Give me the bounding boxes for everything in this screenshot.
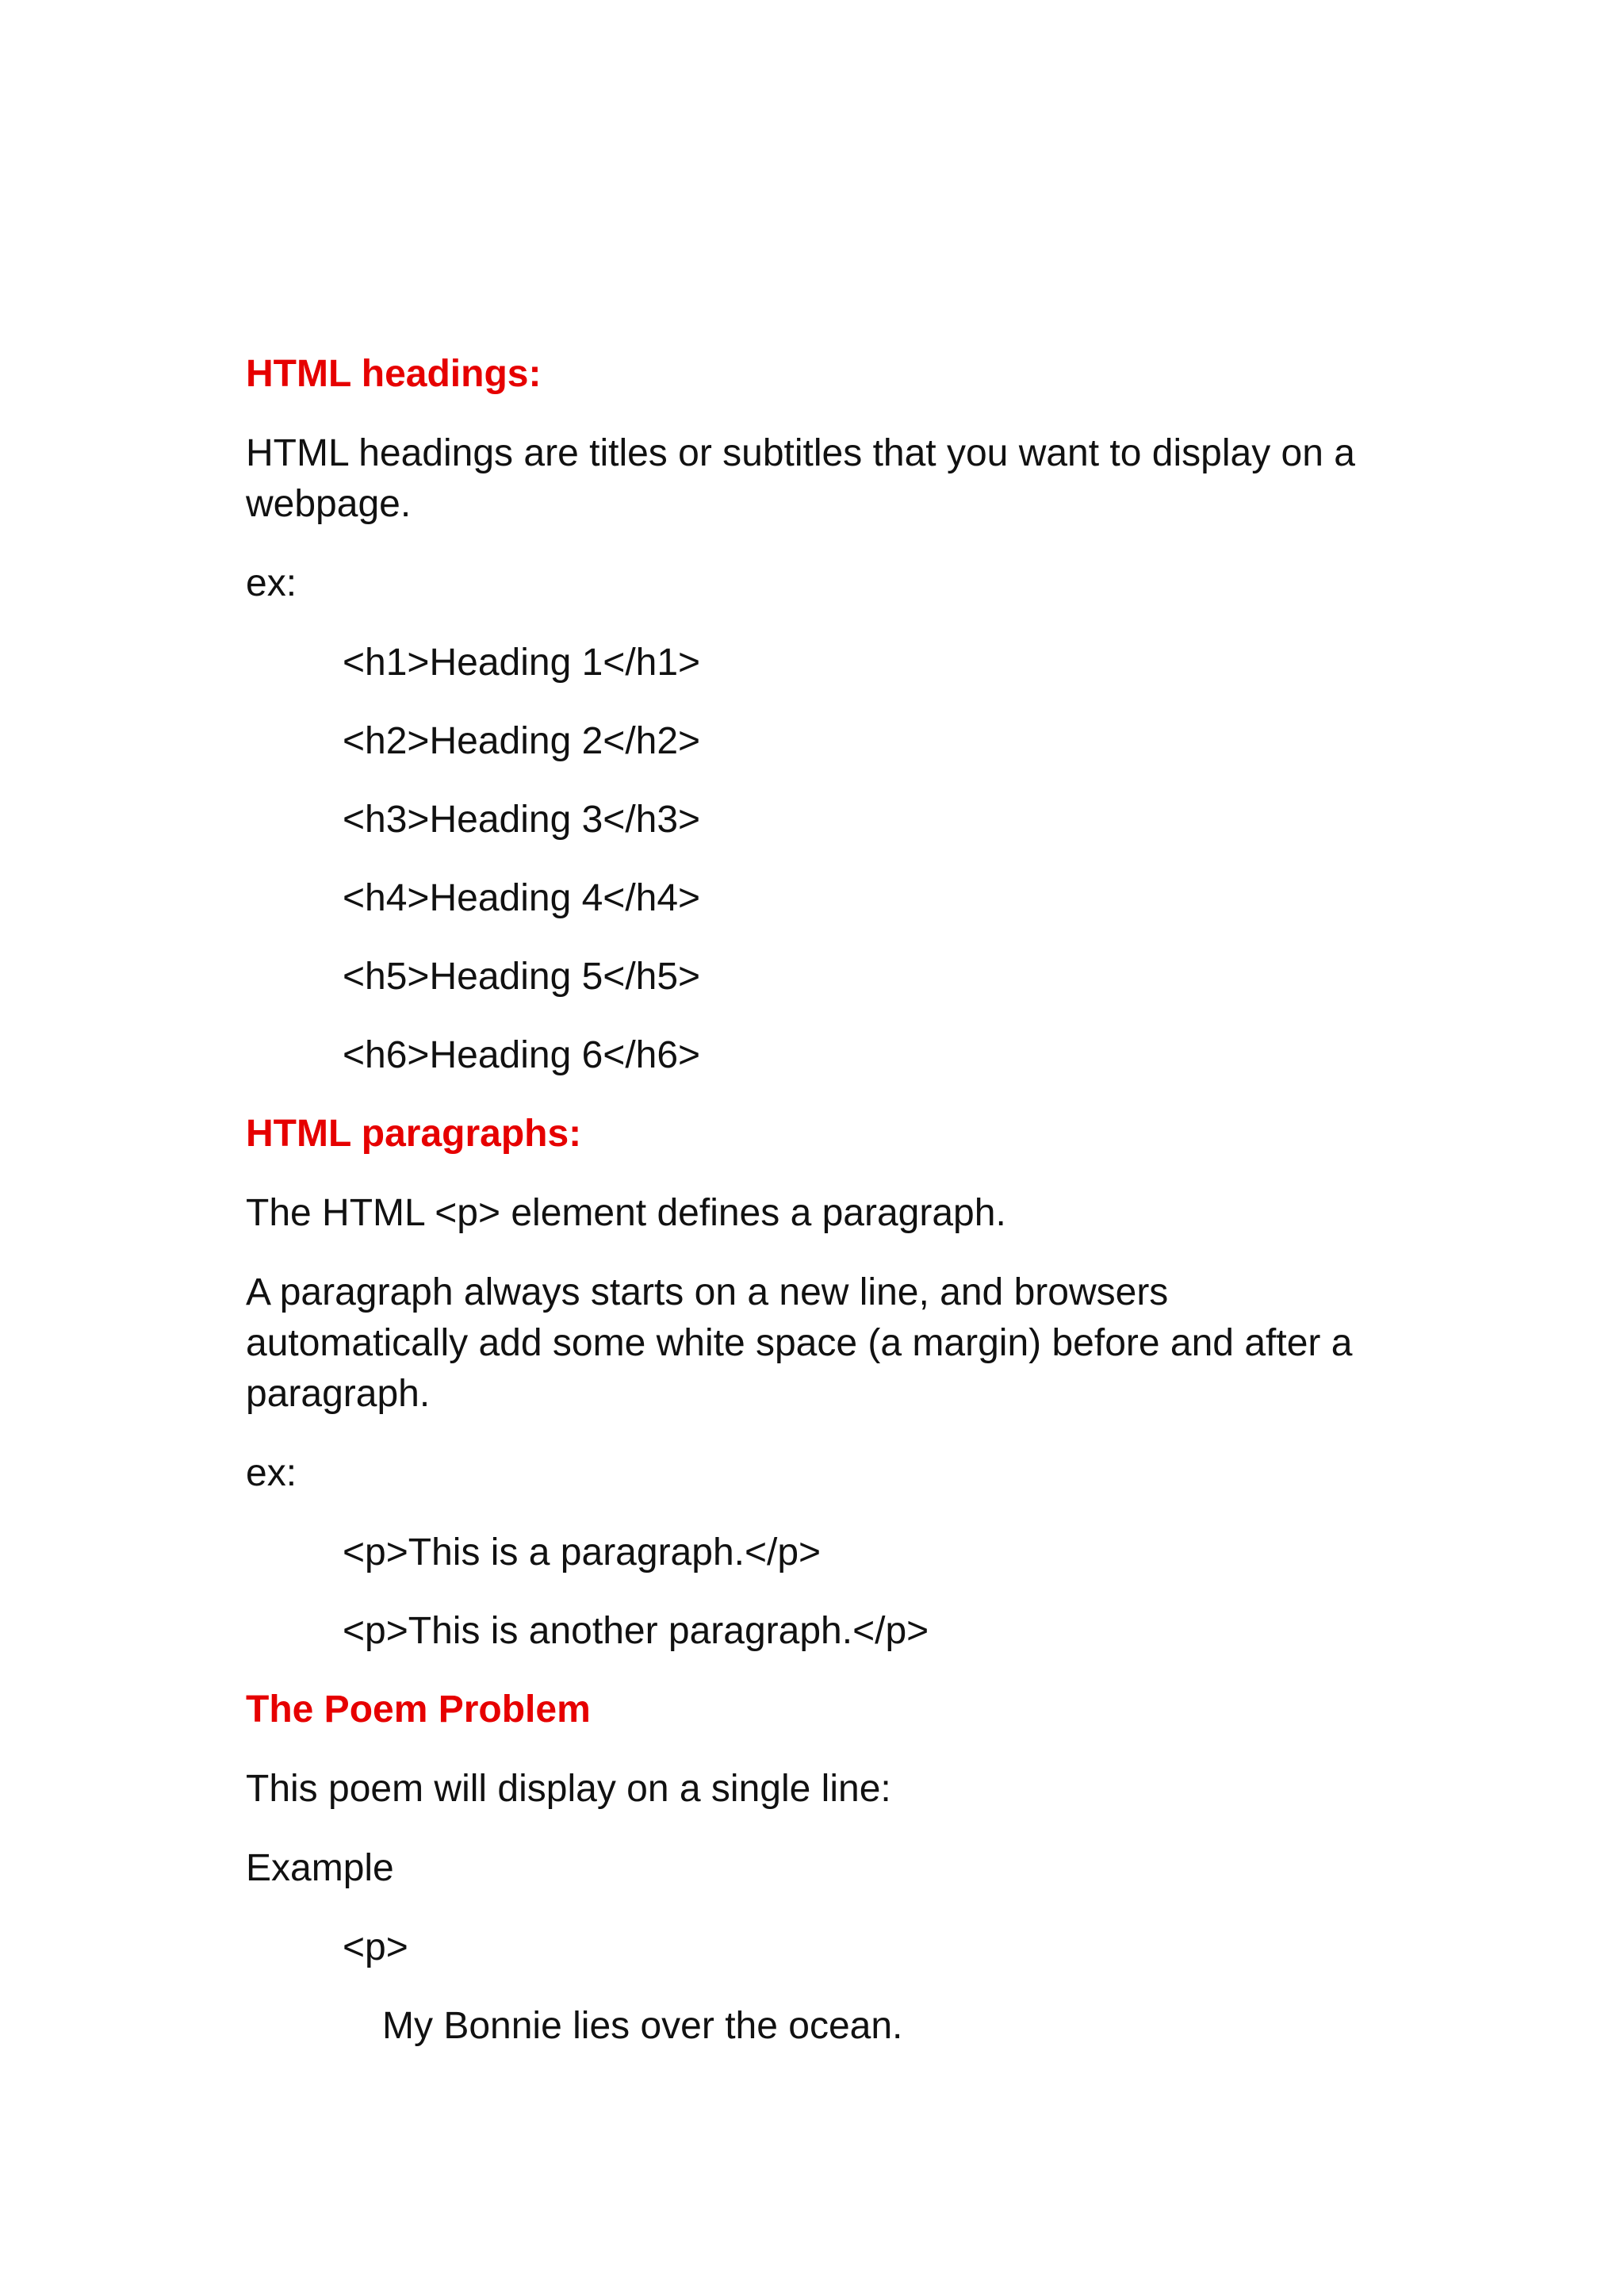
poem-example-label: Example [246,1847,394,1889]
code-line-paragraph-2: <p>This is another paragraph.</p> [343,1610,929,1652]
code-line-h2: <h2>Heading 2</h2> [343,720,701,762]
section-title-poem-problem: The Poem Problem [246,1688,591,1731]
code-line-h4: <h4>Heading 4</h4> [343,877,701,919]
paragraphs-description-2: A paragraph always starts on a new line, and browsers automatically add some white space (a margin) before and after a paragraph. [246,1271,1363,1415]
code-line-paragraph-1: <p>This is a paragraph.</p> [343,1531,822,1573]
poem-description: This poem will display on a single line: [246,1768,891,1810]
code-line-poem-text: My Bonnie lies over the ocean. [382,2005,903,2047]
headings-description: HTML headings are titles or subtitles that you want to display on a webpage. [246,432,1366,525]
code-line-p-open: <p> [343,1926,408,1968]
paragraphs-description-1: The HTML <p> element defines a paragraph. [246,1192,1006,1234]
paragraphs-ex-label: ex: [246,1452,297,1494]
section-title-html-headings: HTML headings: [246,353,542,395]
headings-ex-label: ex: [246,562,297,604]
code-line-h1: <h1>Heading 1</h1> [343,642,701,684]
code-line-h3: <h3>Heading 3</h3> [343,799,701,841]
section-title-html-paragraphs: HTML paragraphs: [246,1113,582,1155]
code-line-h5: <h5>Heading 5</h5> [343,956,701,998]
code-line-h6: <h6>Heading 6</h6> [343,1034,701,1076]
document-content [246,349,1380,2079]
